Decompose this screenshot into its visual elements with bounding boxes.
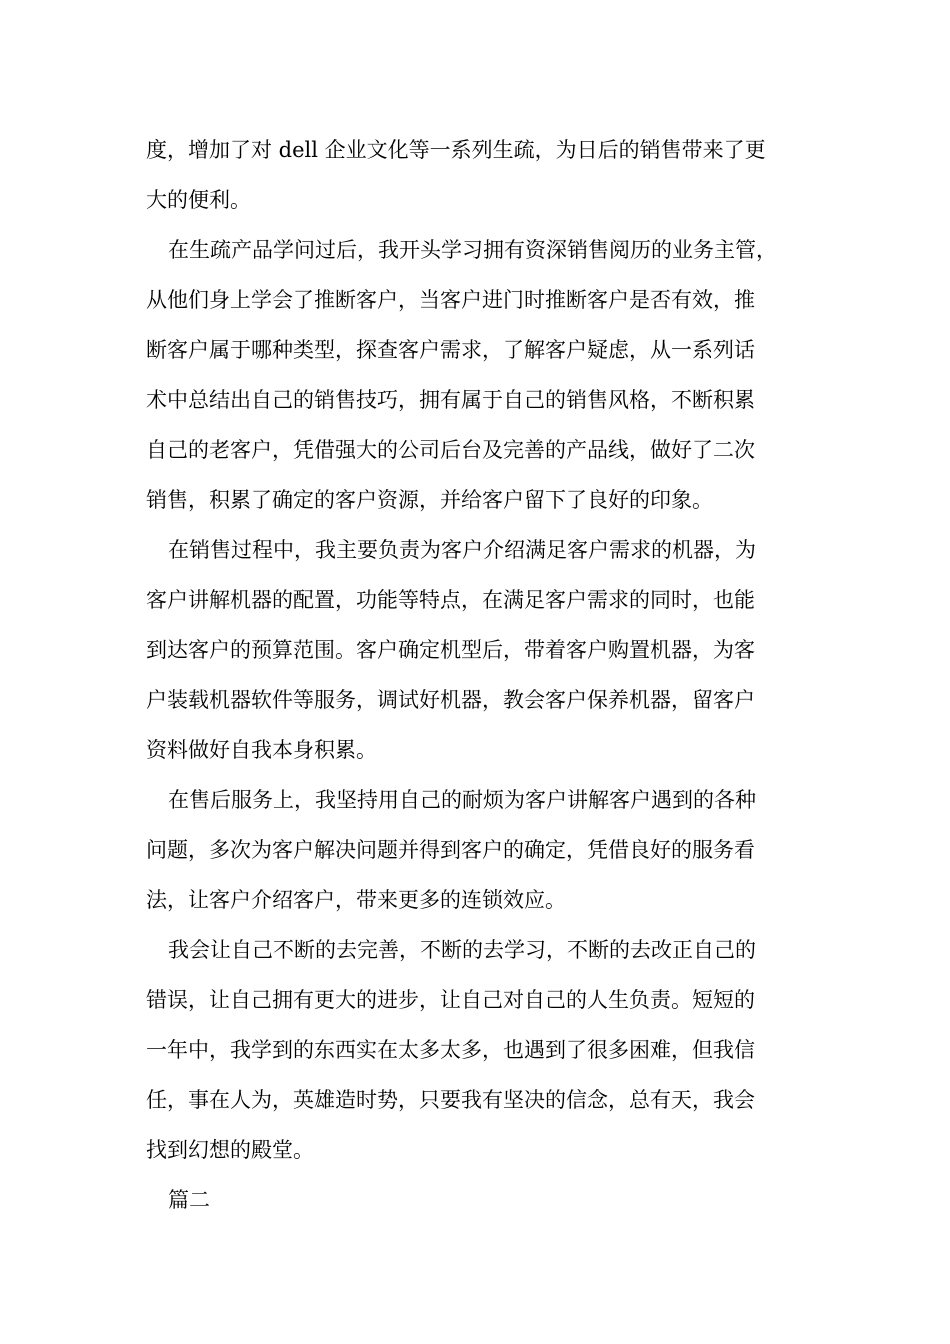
paragraph-2-line-5: 自己的老客户，凭借强大的公司后台及完善的产品线，做好了二次	[146, 438, 755, 462]
paragraph-1-line-2: 大的便利。	[146, 188, 251, 212]
paragraph-4-line-3: 法，让客户介绍客户，带来更多的连锁效应。	[146, 888, 566, 912]
paragraph-3-line-3: 到达客户的预算范围。客户确定机型后，带着客户购置机器，为客	[146, 638, 755, 662]
paragraph-3-line-4: 户装载机器软件等服务，调试好机器，教会客户保养机器，留客户	[146, 688, 755, 712]
section-heading: 篇二	[168, 1188, 210, 1212]
paragraph-1-line-1: 度，增加了对 dell 企业文化等一系列生疏，为日后的销售带来了更	[146, 138, 766, 162]
paragraph-2-line-6: 销售，积累了确定的客户资源，并给客户留下了良好的印象。	[146, 488, 713, 512]
paragraph-2-line-1: 在生疏产品学问过后，我开头学习拥有资深销售阅历的业务主管，	[168, 238, 777, 262]
paragraph-5-line-3: 一年中，我学到的东西实在太多太多，也遇到了很多困难，但我信	[146, 1038, 755, 1062]
paragraph-2-line-4: 术中总结出自己的销售技巧，拥有属于自己的销售风格，不断积累	[146, 388, 755, 412]
paragraph-5-line-5: 找到幻想的殿堂。	[146, 1138, 314, 1162]
paragraph-5-line-2: 错误，让自己拥有更大的进步，让自己对自己的人生负责。短短的	[146, 988, 755, 1012]
paragraph-3-line-1: 在销售过程中，我主要负责为客户介绍满足客户需求的机器，为	[168, 538, 756, 562]
paragraph-4-line-2: 问题，多次为客户解决问题并得到客户的确定，凭借良好的服务看	[146, 838, 755, 862]
paragraph-5-line-1: 我会让自己不断的去完善，不断的去学习，不断的去改正自己的	[168, 938, 756, 962]
paragraph-2-line-3: 断客户属于哪种类型，探查客户需求，了解客户疑虑，从一系列话	[146, 338, 755, 362]
paragraph-5-line-4: 任，事在人为，英雄造时势，只要我有坚决的信念，总有天，我会	[146, 1088, 755, 1112]
paragraph-3-line-5: 资料做好自我本身积累。	[146, 738, 377, 762]
paragraph-2-line-2: 从他们身上学会了推断客户，当客户进门时推断客户是否有效，推	[146, 288, 755, 312]
paragraph-4-line-1: 在售后服务上，我坚持用自己的耐烦为客户讲解客户遇到的各种	[168, 788, 756, 812]
paragraph-3-line-2: 客户讲解机器的配置，功能等特点，在满足客户需求的同时，也能	[146, 588, 755, 612]
